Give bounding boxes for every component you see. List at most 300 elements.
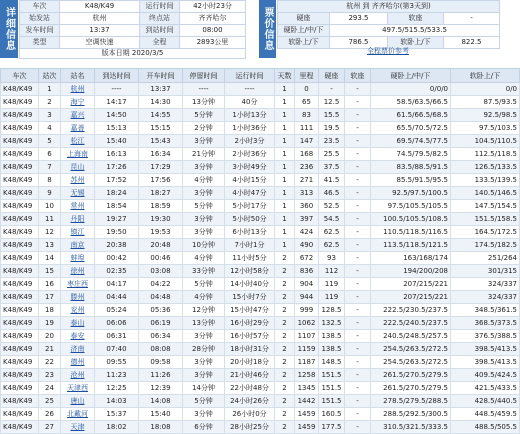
- table-cell: 5: [39, 135, 61, 148]
- price-label: 软座: [388, 13, 444, 25]
- table-cell: K48/K49: [1, 421, 39, 434]
- table-cell: 87.5/93.5: [451, 96, 520, 109]
- table-cell: 20:48: [139, 239, 183, 252]
- table-cell: 1: [275, 226, 295, 239]
- table-cell: 4分钟: [183, 174, 225, 187]
- table-cell: 7小时1分: [225, 239, 275, 252]
- table-cell: 26小时0分: [225, 408, 275, 421]
- table-cell: 2: [275, 317, 295, 330]
- table-row: [1, 304, 520, 317]
- table-cell: 360: [295, 200, 319, 213]
- table-cell: 261.5/270.5/279.5: [371, 369, 451, 382]
- table-cell: 18:59: [139, 200, 183, 213]
- table-cell: -: [345, 278, 371, 291]
- table-cell: 05:36: [139, 304, 183, 317]
- table-cell: 16:13: [95, 148, 139, 161]
- table-row: [1, 122, 520, 135]
- table-cell: -: [345, 122, 371, 135]
- table-cell: K48/K49: [1, 83, 39, 96]
- table-cell: 8: [39, 174, 61, 187]
- table-cell: 15:43: [139, 135, 183, 148]
- table-cell: 24: [39, 382, 61, 395]
- table-cell: 04:44: [95, 291, 139, 304]
- table-cell: 288.5/292.5/300.5: [371, 408, 451, 421]
- table-row: [1, 382, 520, 395]
- table-cell: 15小时47分: [225, 304, 275, 317]
- table-row: [1, 330, 520, 343]
- table-cell: 40分: [225, 96, 275, 109]
- station-link[interactable]: 兖州: [61, 304, 95, 317]
- table-cell: 06:31: [95, 330, 139, 343]
- table-cell: -: [345, 239, 371, 252]
- table-cell: 06:19: [139, 317, 183, 330]
- table-cell: 26: [39, 408, 61, 421]
- table-cell: 11:23: [95, 369, 139, 382]
- table-cell: 174.5/182.5: [451, 239, 520, 252]
- column-header[interactable]: 停留时间: [183, 69, 225, 83]
- table-cell: -: [345, 343, 371, 356]
- table-cell: 222.5/230.5/237.5: [371, 304, 451, 317]
- table-cell: 09:55: [95, 356, 139, 369]
- summary-value: 2893公里: [180, 37, 246, 49]
- table-cell: 110.5/118.5/116.5: [371, 226, 451, 239]
- table-cell: 2: [275, 421, 295, 434]
- table-cell: 54.5: [319, 213, 345, 226]
- column-header[interactable]: 天数: [275, 69, 295, 83]
- table-cell: 2: [275, 356, 295, 369]
- table-cell: 19:53: [139, 226, 183, 239]
- column-header[interactable]: 软座: [345, 69, 371, 83]
- table-cell: 61.5/66.5/68.5: [371, 109, 451, 122]
- price-row: [278, 13, 500, 25]
- column-header[interactable]: 硬卧上/中/下: [371, 69, 451, 83]
- table-cell: ----: [225, 83, 275, 96]
- table-cell: 25: [39, 395, 61, 408]
- table-cell: 251/264: [451, 252, 520, 265]
- table-cell: 164.5/172.5: [451, 226, 520, 239]
- table-cell: 14:17: [95, 96, 139, 109]
- column-header[interactable]: 软卧上/下: [451, 69, 520, 83]
- table-cell: 1442: [295, 395, 319, 408]
- table-cell: 1: [275, 135, 295, 148]
- table-cell: K48/K49: [1, 317, 39, 330]
- table-cell: 0/0: [451, 83, 520, 96]
- table-cell: 151.5: [319, 395, 345, 408]
- table-cell: 1159: [295, 343, 319, 356]
- table-cell: 22: [39, 356, 61, 369]
- table-cell: K48/K49: [1, 200, 39, 213]
- table-cell: 3分钟: [183, 213, 225, 226]
- station-link[interactable]: 济南: [61, 343, 95, 356]
- table-cell: 240.5/248.5/257.5: [371, 330, 451, 343]
- table-cell: 119: [319, 291, 345, 304]
- table-cell: K48/K49: [1, 304, 39, 317]
- table-cell: K48/K49: [1, 395, 39, 408]
- table-row: [1, 252, 520, 265]
- table-cell: K48/K49: [1, 226, 39, 239]
- full-price-link[interactable]: 全程票价参考: [367, 47, 409, 55]
- price-label: 软卧上/下: [388, 37, 444, 49]
- station-link[interactable]: 唐山: [61, 395, 95, 408]
- table-cell: 15:40: [95, 135, 139, 148]
- table-cell: K48/K49: [1, 382, 39, 395]
- table-cell: 62.5: [319, 226, 345, 239]
- table-cell: 21分钟: [183, 148, 225, 161]
- table-cell: 14:03: [95, 395, 139, 408]
- table-cell: -: [345, 96, 371, 109]
- table-cell: 133.5/139.5: [451, 174, 520, 187]
- table-cell: 1459: [295, 408, 319, 421]
- table-cell: 448.5/459.5: [451, 408, 520, 421]
- price-value: 293.5: [330, 13, 388, 25]
- table-cell: 409.5/424.5: [451, 369, 520, 382]
- table-cell: K48/K49: [1, 369, 39, 382]
- table-cell: 119: [319, 278, 345, 291]
- summary-value: K48/K49: [60, 1, 140, 13]
- table-cell: 00:42: [95, 252, 139, 265]
- table-cell: 5分钟: [183, 278, 225, 291]
- price-summary-table: [277, 0, 500, 49]
- table-cell: 398.5/413.5: [451, 356, 520, 369]
- summary-value: 空调快速: [60, 37, 140, 49]
- summary-value: 08:00: [180, 25, 246, 37]
- table-cell: 10分钟: [183, 239, 225, 252]
- table-cell: 19:30: [139, 213, 183, 226]
- table-cell: 16:34: [139, 148, 183, 161]
- column-header[interactable]: 里程: [295, 69, 319, 83]
- station-link[interactable]: 泰安: [61, 330, 95, 343]
- summary-label: 车次: [20, 1, 60, 13]
- table-row: [1, 161, 520, 174]
- table-cell: 17:52: [95, 174, 139, 187]
- table-cell: 5小时17分: [225, 200, 275, 213]
- table-cell: 11: [39, 213, 61, 226]
- table-cell: K48/K49: [1, 252, 39, 265]
- table-cell: 3分钟: [183, 408, 225, 421]
- price-side-label: 票价信息: [259, 0, 276, 58]
- price-value: 822.5: [444, 37, 500, 49]
- station-link[interactable]: 天津: [61, 421, 95, 434]
- station-link[interactable]: 镇江: [61, 226, 95, 239]
- station-link[interactable]: 苏州: [61, 174, 95, 187]
- version-row: [20, 49, 246, 59]
- train-summary-table: [19, 0, 246, 59]
- price-value: 497.5/515.5/533.5: [330, 25, 500, 37]
- version-date: 版本日期 2020/3/5: [20, 49, 246, 59]
- table-cell: 37.5: [319, 161, 345, 174]
- table-cell: 111: [295, 122, 319, 135]
- column-header[interactable]: 站次: [39, 69, 61, 83]
- table-cell: 06:06: [95, 317, 139, 330]
- table-cell: 92.5/97.5/100.5: [371, 187, 451, 200]
- table-cell: 4小时15分: [225, 174, 275, 187]
- table-cell: 138.5: [319, 343, 345, 356]
- table-cell: 97.5/105.5/105.5: [371, 200, 451, 213]
- table-cell: 18:08: [139, 421, 183, 434]
- column-header[interactable]: 硬座: [319, 69, 345, 83]
- table-cell: 12小时58分: [225, 265, 275, 278]
- table-cell: 04:48: [139, 291, 183, 304]
- table-cell: 05:24: [95, 304, 139, 317]
- table-cell: -: [345, 382, 371, 395]
- table-row: [1, 343, 520, 356]
- station-link[interactable]: 海宁: [61, 96, 95, 109]
- price-label: 硬卧上/中/下: [278, 25, 330, 37]
- table-cell: 6小时13分: [225, 226, 275, 239]
- table-cell: 93: [319, 252, 345, 265]
- table-cell: 14: [39, 252, 61, 265]
- price-value: -: [444, 13, 500, 25]
- table-row: [1, 395, 520, 408]
- table-cell: 15: [39, 265, 61, 278]
- table-cell: 15:37: [95, 408, 139, 421]
- table-cell: -: [319, 83, 345, 96]
- table-cell: 398.5/413.5: [451, 343, 520, 356]
- table-cell: K48/K49: [1, 161, 39, 174]
- table-cell: 1459: [295, 421, 319, 434]
- table-cell: 11小时5分: [225, 252, 275, 265]
- summary-label: 到站时间: [140, 25, 180, 37]
- table-cell: 310.5/321.5/333.5: [371, 421, 451, 434]
- table-cell: -: [345, 291, 371, 304]
- table-cell: 261.5/270.5/279.5: [371, 382, 451, 395]
- station-link[interactable]: 南京: [61, 239, 95, 252]
- table-cell: K48/K49: [1, 291, 39, 304]
- table-cell: 424: [295, 226, 319, 239]
- table-cell: K48/K49: [1, 174, 39, 187]
- table-cell: 15小时7分: [225, 291, 275, 304]
- table-cell: 2: [275, 330, 295, 343]
- table-cell: 163/168/174: [371, 252, 451, 265]
- table-cell: 1: [275, 200, 295, 213]
- table-cell: 254.5/263.5/272.5: [371, 343, 451, 356]
- station-link[interactable]: 杭州: [61, 83, 95, 96]
- table-cell: 62.5: [319, 239, 345, 252]
- table-cell: 488.5/505.5: [451, 421, 520, 434]
- station-link[interactable]: 嘉善: [61, 122, 95, 135]
- table-cell: -: [345, 174, 371, 187]
- table-cell: 17: [39, 291, 61, 304]
- table-cell: 15.5: [319, 109, 345, 122]
- table-cell: -: [345, 252, 371, 265]
- summary-label: 类型: [20, 37, 60, 49]
- column-header[interactable]: 站名: [61, 69, 95, 83]
- table-cell: 3分钟: [183, 135, 225, 148]
- station-link[interactable]: 蚌埠: [61, 252, 95, 265]
- table-cell: 207/215/221: [371, 278, 451, 291]
- table-row: [1, 317, 520, 330]
- table-cell: 19:27: [95, 213, 139, 226]
- summary-value: 42小时23分: [180, 1, 246, 13]
- table-row: [1, 408, 520, 421]
- table-cell: 944: [295, 291, 319, 304]
- table-cell: 17:26: [95, 161, 139, 174]
- table-cell: K48/K49: [1, 356, 39, 369]
- table-cell: 12:39: [139, 382, 183, 395]
- table-cell: 113.5/118.5/121.5: [371, 239, 451, 252]
- table-row: [1, 174, 520, 187]
- table-cell: 12: [39, 226, 61, 239]
- station-link[interactable]: 松江: [61, 135, 95, 148]
- table-row: [1, 148, 520, 161]
- column-header[interactable]: 车次: [1, 69, 39, 83]
- table-cell: 07:40: [95, 343, 139, 356]
- table-cell: 151.5: [319, 382, 345, 395]
- table-cell: 27: [39, 421, 61, 434]
- table-cell: 1: [275, 96, 295, 109]
- table-cell: 17:29: [139, 161, 183, 174]
- summary-row: [20, 13, 246, 25]
- table-cell: 2: [275, 408, 295, 421]
- summary-row: [20, 25, 246, 37]
- table-cell: 2: [275, 291, 295, 304]
- table-cell: 20: [39, 330, 61, 343]
- table-cell: 1: [275, 109, 295, 122]
- table-cell: K48/K49: [1, 330, 39, 343]
- table-cell: 24小时26分: [225, 395, 275, 408]
- station-link[interactable]: 徐州: [61, 265, 95, 278]
- table-cell: 3分钟: [183, 161, 225, 174]
- table-cell: 168: [295, 148, 319, 161]
- table-cell: 3分钟: [183, 226, 225, 239]
- table-cell: -: [345, 369, 371, 382]
- table-cell: 490: [295, 239, 319, 252]
- table-cell: 28分钟: [183, 343, 225, 356]
- station-link[interactable]: 沧州: [61, 369, 95, 382]
- table-cell: 1: [275, 161, 295, 174]
- summary-label: 始发站: [20, 13, 60, 25]
- table-cell: 5分钟: [183, 109, 225, 122]
- table-cell: 1258: [295, 369, 319, 382]
- station-link[interactable]: 常州: [61, 200, 95, 213]
- station-link[interactable]: 北戴河: [61, 408, 95, 421]
- price-route: 杭州 到 齐齐哈尔(第3天到): [278, 1, 500, 13]
- column-header[interactable]: 到达时间: [95, 69, 139, 83]
- table-row: [1, 109, 520, 122]
- table-cell: 2: [275, 382, 295, 395]
- table-cell: 194/200/208: [371, 265, 451, 278]
- table-cell: 19.5: [319, 122, 345, 135]
- station-link[interactable]: 德州: [61, 356, 95, 369]
- table-cell: 104.5/110.5: [451, 135, 520, 148]
- station-link[interactable]: 上海南: [61, 148, 95, 161]
- table-cell: 5分钟: [183, 200, 225, 213]
- table-cell: -: [345, 356, 371, 369]
- table-cell: 147: [295, 135, 319, 148]
- table-cell: 12.5: [319, 96, 345, 109]
- station-link[interactable]: 嘉兴: [61, 109, 95, 122]
- price-label: 硬座: [278, 13, 330, 25]
- table-cell: 0: [295, 83, 319, 96]
- station-link[interactable]: 滕州: [61, 291, 95, 304]
- table-cell: 13分钟: [183, 96, 225, 109]
- table-cell: 126.5/133.5: [451, 161, 520, 174]
- station-link[interactable]: 丹阳: [61, 213, 95, 226]
- table-cell: 13分钟: [183, 317, 225, 330]
- table-cell: 97.5/103.5: [451, 122, 520, 135]
- column-header[interactable]: 开车时间: [139, 69, 183, 83]
- table-cell: 15:40: [139, 408, 183, 421]
- table-cell: 5分钟: [183, 395, 225, 408]
- table-cell: 3分钟: [183, 330, 225, 343]
- table-cell: 14:50: [95, 109, 139, 122]
- table-cell: 1: [275, 148, 295, 161]
- station-link[interactable]: 泰山: [61, 317, 95, 330]
- table-cell: 2: [275, 304, 295, 317]
- table-cell: 9: [39, 187, 61, 200]
- table-cell: 301/315: [451, 265, 520, 278]
- table-cell: 23: [39, 369, 61, 382]
- table-cell: 1: [275, 83, 295, 96]
- table-cell: 1小时36分: [225, 122, 275, 135]
- table-cell: 25.5: [319, 148, 345, 161]
- table-cell: 17:56: [139, 174, 183, 187]
- table-cell: 2: [275, 265, 295, 278]
- station-link[interactable]: 枣庄西: [61, 278, 95, 291]
- table-cell: 132.5: [319, 317, 345, 330]
- table-row: [1, 356, 520, 369]
- table-cell: 138.5: [319, 330, 345, 343]
- table-cell: 428.5/440.5: [451, 395, 520, 408]
- table-cell: 15:13: [95, 122, 139, 135]
- table-cell: K48/K49: [1, 239, 39, 252]
- table-cell: 1345: [295, 382, 319, 395]
- table-cell: 1: [275, 187, 295, 200]
- table-row: [1, 226, 520, 239]
- summary-label: 终点站: [140, 13, 180, 25]
- station-link[interactable]: 昆山: [61, 161, 95, 174]
- table-cell: 2: [275, 343, 295, 356]
- table-cell: 23.5: [319, 135, 345, 148]
- table-cell: 1: [39, 83, 61, 96]
- table-cell: 18:24: [95, 187, 139, 200]
- table-cell: K48/K49: [1, 213, 39, 226]
- table-cell: 151.5: [319, 369, 345, 382]
- table-cell: K48/K49: [1, 96, 39, 109]
- table-cell: 74.5/79.5/82.5: [371, 148, 451, 161]
- table-cell: 3分钟: [183, 356, 225, 369]
- table-cell: 1062: [295, 317, 319, 330]
- column-header[interactable]: 运行时间: [225, 69, 275, 83]
- table-cell: 2: [39, 96, 61, 109]
- table-cell: 12分钟: [183, 304, 225, 317]
- table-cell: 83: [295, 109, 319, 122]
- table-cell: 3小时49分: [225, 161, 275, 174]
- table-cell: 2: [275, 395, 295, 408]
- table-cell: 4分钟: [183, 252, 225, 265]
- table-cell: 254.5/263.5/272.5: [371, 356, 451, 369]
- table-cell: -: [345, 213, 371, 226]
- station-link[interactable]: 无锡: [61, 187, 95, 200]
- table-cell: 4小时47分: [225, 187, 275, 200]
- table-cell: K48/K49: [1, 148, 39, 161]
- table-row: [1, 278, 520, 291]
- table-cell: 2小时36分: [225, 148, 275, 161]
- table-cell: 2: [275, 278, 295, 291]
- table-cell: 1小时13分: [225, 109, 275, 122]
- table-cell: 160.5: [319, 408, 345, 421]
- table-cell: 112.5/118.5: [451, 148, 520, 161]
- table-cell: 21: [39, 343, 61, 356]
- table-cell: 16小时57分: [225, 330, 275, 343]
- table-cell: 15:15: [139, 122, 183, 135]
- table-cell: 324/337: [451, 278, 520, 291]
- table-cell: 100.5/105.5/108.5: [371, 213, 451, 226]
- station-link[interactable]: 天津西: [61, 382, 95, 395]
- table-cell: 3分钟: [183, 187, 225, 200]
- table-cell: 12:25: [95, 382, 139, 395]
- table-cell: 4: [39, 122, 61, 135]
